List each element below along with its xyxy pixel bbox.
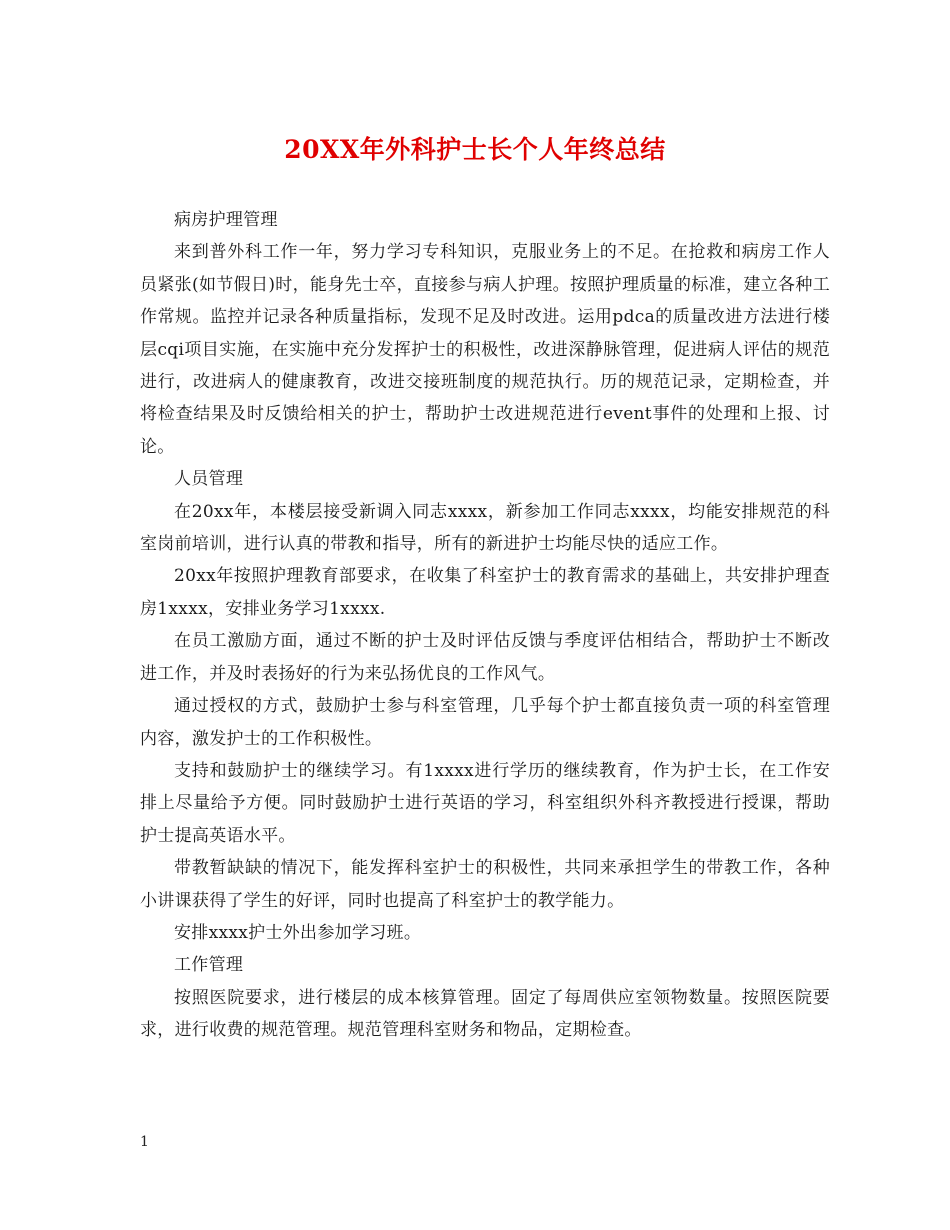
section-heading-work-management: 工作管理 <box>174 955 244 976</box>
section-heading-ward-nursing: 病房护理管理 <box>174 210 278 230</box>
document-body <box>140 204 830 1047</box>
paragraph: 在员工激励方面，通过不断的护士及时评估反馈与季度评估相结合，帮助护士不断改进工作，并及时表扬好的行为来弘扬优良的工作风气。 <box>140 631 830 684</box>
document-title: 20XX年外科护士长个人年终总结 <box>284 135 666 164</box>
section-heading-personnel: 人员管理 <box>174 469 244 490</box>
paragraph: 带教暂缺缺的情况下，能发挥科室护士的积极性，共同来承担学生的带教工作，各种小讲课获得了学生的好评，同时也提高了科室护士的教学能力。 <box>140 858 830 911</box>
paragraph: 支持和鼓励护士的继续学习。有1xxxx进行学历的继续教育，作为护士长，在工作安排上尽量给予方便。同时鼓励护士进行英语的学习，科室组织外科齐教授进行授课，帮助护士提高英语水平。 <box>140 760 830 846</box>
page-number: 1 <box>140 1134 149 1150</box>
paragraph: 通过授权的方式，鼓励护士参与科室管理，几乎每个护士都直接负责一项的科室管理内容，激发护士的工作积极性。 <box>140 696 830 749</box>
paragraph: 安排xxxx护士外出参加学习班。 <box>174 922 422 943</box>
paragraph: 按照医院要求，进行楼层的成本核算管理。固定了每周供应室领物数量。按照医院要求，进行收费的规范管理。规范管理科室财务和物品，定期检查。 <box>140 987 830 1041</box>
paragraph: 20xx年按照护理教育部要求，在收集了科室护士的教育需求的基础上，共安排护理查房1xxxx，安排业务学习1xxxx. <box>140 566 830 619</box>
paragraph: 来到普外科工作一年，努力学习专科知识，克服业务上的不足。在抢救和病房工作人员紧张(如节假日)时，能身先士卒，直接参与病人护理。按照护理质量的标准，建立各种工作常规。监控并记录各种质量指标，发现不足及时改进。运用pdca的质量改进方法进行楼层cqi项目实施，在实施中充分发挥护士的积极性，改进深静脉管理，促进病人评估的规范进行，改进病人的健康教育，改进交接班制度的规范执行。历的规范记录，定期检查，并将检查结果及时反馈给相关的护士，帮助护士改进规范进行event事件的处理和上报、讨论。 <box>140 242 830 457</box>
paragraph: 在20xx年，本楼层接受新调入同志xxxx，新参加工作同志xxxx，均能安排规范的科室岗前培训，进行认真的带教和指导，所有的新进护士均能尽快的适应工作。 <box>140 501 830 555</box>
